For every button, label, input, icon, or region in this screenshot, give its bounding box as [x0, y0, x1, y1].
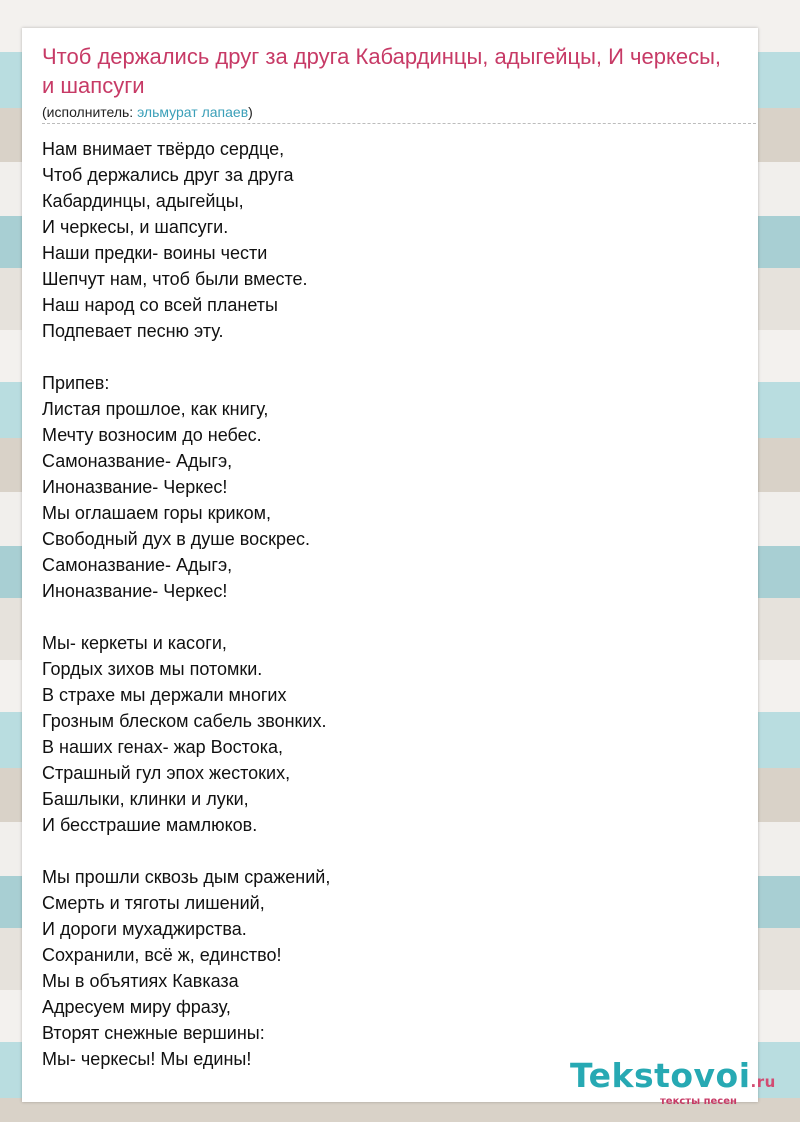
lyric-line: В наших генах- жар Востока, [42, 737, 283, 757]
performer-prefix: (исполнитель: [42, 104, 138, 120]
lyric-line: Подпевает песню эту. [42, 321, 224, 341]
lyric-line: Шепчут нам, чтоб были вместе. [42, 269, 308, 289]
stanza-break [42, 344, 330, 370]
lyric-line: Иноназвание- Черкес! [42, 477, 228, 497]
lyric-line: Припев: [42, 373, 110, 393]
lyric-line: В страхе мы держали многих [42, 685, 287, 705]
lyric-line: Листая прошлое, как книгу, [42, 399, 269, 419]
lyric-line: Мы- черкесы! Мы едины! [42, 1049, 252, 1069]
logo-tagline: тексты песен [660, 1096, 737, 1107]
lyric-line: Мы в объятиях Кавказа [42, 971, 239, 991]
lyrics-sheet [22, 28, 776, 1107]
lyric-line: Адресуем миру фразу, [42, 997, 231, 1017]
performer-suffix: ) [248, 104, 253, 120]
lyric-line: Смерть и тяготы лишений, [42, 893, 265, 913]
lyric-line: Иноназвание- Черкес! [42, 581, 228, 601]
lyric-line: Самоназвание- Адыгэ, [42, 555, 233, 575]
stanza-break [42, 604, 330, 630]
lyric-line: Гордых зихов мы потомки. [42, 659, 263, 679]
lyric-line: Вторят снежные вершины: [42, 1023, 265, 1043]
lyric-line: И дороги мухаджирства. [42, 919, 247, 939]
logo-domain: .ru [750, 1073, 776, 1091]
lyric-line: Свободный дух в душе воскрес. [42, 529, 311, 549]
logo-text: Tekstovoi [570, 1056, 751, 1095]
lyric-line: Чтоб держались друг за друга [42, 165, 294, 185]
title-divider [42, 123, 756, 124]
lyric-line: И черкесы, и шапсуги. [42, 217, 229, 237]
song-title: Чтоб держались друг за друга Кабардинцы, адыгейцы, И черкесы, и шапсуги [42, 44, 722, 98]
lyric-line: Грозным блеском сабель звонких. [42, 711, 327, 731]
lyric-line: Нам внимает твёрдо сердце, [42, 139, 285, 159]
lyric-line: Страшный гул эпох жестоких, [42, 763, 291, 783]
lyric-line: Самоназвание- Адыгэ, [42, 451, 233, 471]
stanza-break [42, 838, 330, 864]
lyric-line: Мы- керкеты и касоги, [42, 633, 227, 653]
artist-link[interactable]: эльмурат лапаев [137, 104, 249, 120]
performer-line [42, 104, 253, 120]
lyric-line: Мы прошли сквозь дым сражений, [42, 867, 331, 887]
lyric-line: Наши предки- воины чести [42, 243, 268, 263]
lyric-line: Башлыки, клинки и луки, [42, 789, 249, 809]
lyric-line: Наш народ со всей планеты [42, 295, 278, 315]
site-logo[interactable] [570, 1056, 776, 1095]
lyric-line: Сохранили, всё ж, единство! [42, 945, 282, 965]
lyrics-body [42, 136, 330, 1072]
lyric-line: И бесстрашие мамлюков. [42, 815, 258, 835]
lyric-line: Кабардинцы, адыгейцы, [42, 191, 244, 211]
lyric-line: Мы оглашаем горы криком, [42, 503, 271, 523]
lyric-line: Мечту возносим до небес. [42, 425, 262, 445]
